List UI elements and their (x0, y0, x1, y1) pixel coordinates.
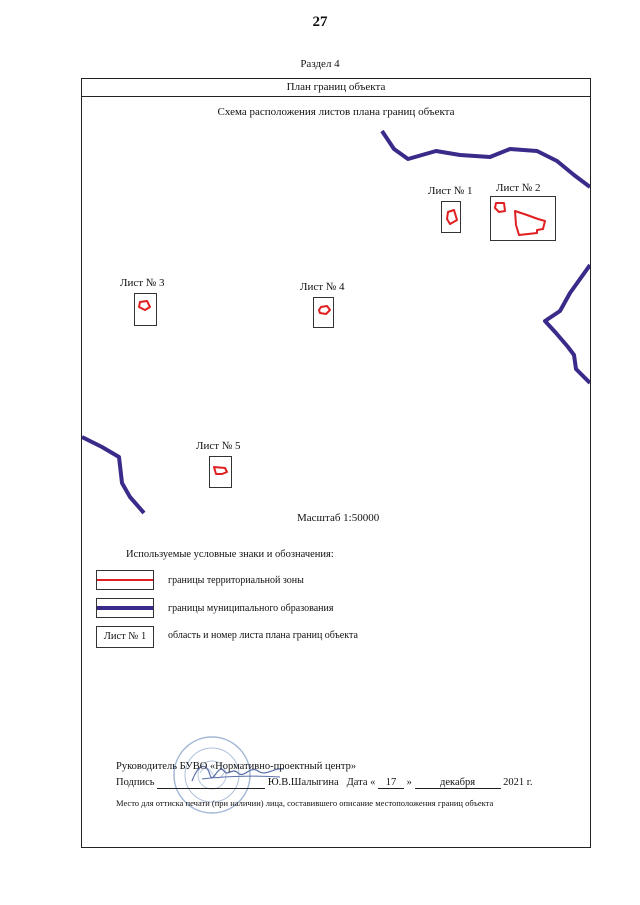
sheet-label-3: Лист № 3 (120, 277, 165, 289)
scheme-title: Схема расположения листов плана границ объекта (217, 106, 455, 118)
sign-label: Подпись (116, 777, 155, 788)
municipal-boundary-left (82, 437, 144, 513)
sheet-5-box[interactable] (209, 456, 232, 488)
legend-text-sheet-area: область и номер листа плана границ объекта (168, 630, 358, 641)
section-label: Раздел 4 (300, 58, 340, 70)
plan-title: План границ объекта (82, 79, 590, 97)
footer-head-line: Руководитель БУВО «Нормативно-проектный центр» (116, 761, 357, 772)
date-label: Дата « (346, 777, 376, 788)
date-month: декабря (415, 777, 501, 789)
legend-purple-line-symbol (96, 598, 154, 618)
sheet-1-box[interactable] (441, 201, 461, 233)
zone-outline-5 (210, 457, 233, 489)
zone-outline-3 (135, 294, 158, 327)
map-canvas (82, 79, 590, 847)
date-quote-close: » (406, 777, 412, 788)
page-number: 27 (312, 14, 328, 30)
legend-sheet-box-symbol: Лист № 1 (96, 626, 154, 648)
legend-text-territorial-zone: границы территориальной зоны (168, 575, 304, 586)
zone-outline-2 (491, 197, 557, 242)
plan-frame (81, 78, 591, 848)
sheet-label-2: Лист № 2 (496, 182, 541, 194)
signature-blank (157, 777, 265, 789)
legend-red-line-symbol (96, 570, 154, 590)
legend-heading: Используемые условные знаки и обозначения: (126, 549, 334, 560)
sheet-2-box[interactable] (490, 196, 556, 241)
legend-text-municipal-boundary: границы муниципального образования (168, 603, 334, 614)
sheet-label-5: Лист № 5 (196, 440, 241, 452)
zone-outline-1 (442, 202, 462, 234)
sheet-label-1: Лист № 1 (428, 185, 473, 197)
municipal-boundary-right (545, 265, 590, 383)
municipal-boundary-top-right (382, 131, 590, 187)
sheet-label-4: Лист № 4 (300, 281, 345, 293)
scale-label: Масштаб 1:50000 (297, 512, 380, 524)
sheet-4-box[interactable] (313, 297, 334, 328)
signer-name: Ю.В.Шалыгина (267, 777, 339, 788)
date-day: 17 (378, 777, 404, 789)
date-year: 2021 г. (503, 777, 533, 788)
sheet-3-box[interactable] (134, 293, 157, 326)
zone-outline-4 (314, 298, 335, 329)
footer-signature-line (116, 777, 533, 789)
footer-stamp-note: Место для оттиска печати (при наличии) лица, составившего описание местоположения границ объекта (116, 798, 494, 808)
